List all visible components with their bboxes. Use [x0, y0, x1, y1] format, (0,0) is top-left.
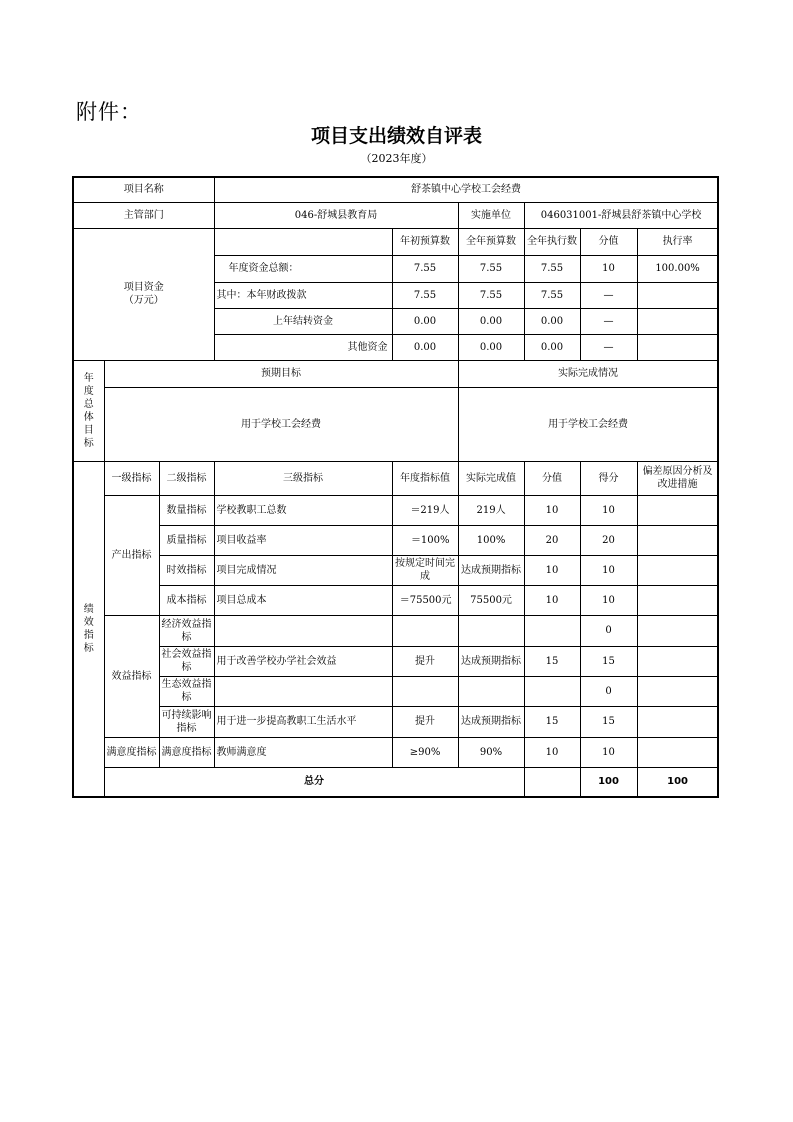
- department-value: 046-舒城县教育局: [214, 202, 458, 228]
- level3-cell: 用于改善学校办学社会效益: [214, 646, 392, 676]
- weight-cell: 10: [524, 555, 580, 585]
- level2-cell: 经济效益指标: [159, 615, 214, 646]
- evaluation-table: [72, 176, 719, 798]
- level2-cell: 时效指标: [159, 555, 214, 585]
- funds-cell: —: [580, 334, 637, 360]
- weight-cell: 10: [524, 585, 580, 615]
- actual-cell: 达成预期指标: [458, 706, 524, 737]
- target-cell: 提升: [392, 706, 458, 737]
- indicator-row: [73, 495, 718, 525]
- project-name-label: 项目名称: [73, 177, 214, 202]
- total-row: [73, 767, 718, 797]
- note-cell: [637, 555, 718, 585]
- target-cell: 提升: [392, 646, 458, 676]
- actual-cell: 75500元: [458, 585, 524, 615]
- indicator-header-row: [73, 461, 718, 495]
- indicator-header-cell: 偏差原因分析及改进措施: [637, 461, 718, 495]
- level3-cell: [214, 615, 392, 646]
- note-cell: [637, 615, 718, 646]
- score-cell: 15: [580, 706, 637, 737]
- actual-cell: 100%: [458, 525, 524, 555]
- actual-cell: 达成预期指标: [458, 555, 524, 585]
- funds-cell: 7.55: [392, 255, 458, 282]
- weight-cell: 20: [524, 525, 580, 555]
- note-cell: [637, 585, 718, 615]
- funds-cell: 100.00%: [637, 255, 718, 282]
- indicator-row: [73, 676, 718, 706]
- level2-cell: 成本指标: [159, 585, 214, 615]
- indicator-row: [73, 646, 718, 676]
- target-cell: [392, 676, 458, 706]
- funds-cell: 0.00: [524, 334, 580, 360]
- actual-cell: 90%: [458, 737, 524, 767]
- funds-cell: 7.55: [524, 255, 580, 282]
- goals-content-row: [73, 387, 718, 461]
- actual-goal-label: 实际完成情况: [458, 360, 718, 387]
- actual-cell: 达成预期指标: [458, 646, 524, 676]
- funds-cell: [637, 282, 718, 308]
- level3-cell: 教师满意度: [214, 737, 392, 767]
- target-cell: ＝219人: [392, 495, 458, 525]
- implementing-unit-label: 实施单位: [458, 202, 524, 228]
- actual-cell: [458, 676, 524, 706]
- expected-goal-label: 预期目标: [104, 360, 458, 387]
- level2-cell: 社会效益指标: [159, 646, 214, 676]
- indicator-row: [73, 525, 718, 555]
- level3-cell: 学校教职工总数: [214, 495, 392, 525]
- level2-cell: 数量指标: [159, 495, 214, 525]
- weight-cell: 15: [524, 706, 580, 737]
- target-cell: 按规定时间完成: [392, 555, 458, 585]
- funds-cell: 10: [580, 255, 637, 282]
- indicator-row: [73, 737, 718, 767]
- department-row: [73, 202, 718, 228]
- level3-cell: 项目完成情况: [214, 555, 392, 585]
- funds-cell: 0.00: [392, 308, 458, 334]
- funds-cell: 0.00: [458, 308, 524, 334]
- indicators-side-label: 绩效指标: [73, 461, 104, 797]
- funds-cell: 0.00: [458, 334, 524, 360]
- funds-header-cell: 年初预算数: [392, 228, 458, 255]
- score-cell: 10: [580, 555, 637, 585]
- weight-cell: 10: [524, 495, 580, 525]
- total-weight: 100: [580, 767, 637, 797]
- note-cell: [637, 646, 718, 676]
- funds-cell: 7.55: [458, 282, 524, 308]
- note-cell: [637, 495, 718, 525]
- note-cell: [637, 525, 718, 555]
- attachment-label: 附件：: [76, 100, 142, 124]
- funds-label: 项目资金 （万元）: [73, 228, 214, 360]
- funds-cell: [637, 334, 718, 360]
- indicator-header-cell: 得分: [580, 461, 637, 495]
- indicator-header-cell: 年度指标值: [392, 461, 458, 495]
- level3-cell: 项目收益率: [214, 525, 392, 555]
- funds-cell: 7.55: [524, 282, 580, 308]
- weight-cell: 15: [524, 646, 580, 676]
- form-title: 项目支出绩效自评表: [310, 125, 482, 147]
- funds-cell: 0.00: [392, 334, 458, 360]
- level1-benefit: 效益指标: [104, 615, 159, 737]
- target-cell: ＝100%: [392, 525, 458, 555]
- funds-header-cell: 全年执行数: [524, 228, 580, 255]
- target-cell: ＝75500元: [392, 585, 458, 615]
- total-blank: [524, 767, 580, 797]
- funds-header-blank: [214, 228, 392, 255]
- score-cell: 0: [580, 615, 637, 646]
- indicator-header-cell: 二级指标: [159, 461, 214, 495]
- funds-row-label: 年度资金总额：: [214, 255, 392, 282]
- actual-cell: 219人: [458, 495, 524, 525]
- funds-row-label: 其他资金: [214, 334, 392, 360]
- form-year: （2023年度）: [360, 152, 433, 165]
- level1-satisfaction: 满意度指标: [104, 737, 159, 767]
- target-cell: ≥90%: [392, 737, 458, 767]
- funds-cell: 0.00: [524, 308, 580, 334]
- indicator-row: [73, 555, 718, 585]
- indicator-row: [73, 615, 718, 646]
- expected-goal-value: 用于学校工会经费: [104, 387, 458, 461]
- level2-cell: 满意度指标: [159, 737, 214, 767]
- funds-header-cell: 执行率: [637, 228, 718, 255]
- note-cell: [637, 706, 718, 737]
- level2-cell: 生态效益指标: [159, 676, 214, 706]
- funds-row-label: 上年结转资金: [214, 308, 392, 334]
- total-label: 总分: [104, 767, 524, 797]
- score-cell: 10: [580, 737, 637, 767]
- actual-goal-value: 用于学校工会经费: [458, 387, 718, 461]
- level2-cell: 质量指标: [159, 525, 214, 555]
- level1-output: 产出指标: [104, 495, 159, 615]
- funds-header-cell: 全年预算数: [458, 228, 524, 255]
- project-name-value: 舒茶镇中心学校工会经费: [214, 177, 718, 202]
- funds-cell: —: [580, 282, 637, 308]
- funds-header-row: [73, 228, 718, 255]
- weight-cell: [524, 676, 580, 706]
- score-cell: 10: [580, 495, 637, 525]
- funds-cell: [637, 308, 718, 334]
- indicator-header-cell: 分值: [524, 461, 580, 495]
- goals-side-label: 年度总体目标: [73, 360, 104, 461]
- weight-cell: 10: [524, 737, 580, 767]
- funds-cell: 7.55: [392, 282, 458, 308]
- indicator-header-cell: 实际完成值: [458, 461, 524, 495]
- implementing-unit-value: 046031001-舒城县舒茶镇中心学校: [524, 202, 718, 228]
- level3-cell: 用于进一步提高教职工生活水平: [214, 706, 392, 737]
- weight-cell: [524, 615, 580, 646]
- level2-cell: 可持续影响指标: [159, 706, 214, 737]
- indicator-row: [73, 585, 718, 615]
- indicator-header-cell: 一级指标: [104, 461, 159, 495]
- funds-cell: 7.55: [458, 255, 524, 282]
- score-cell: 10: [580, 585, 637, 615]
- note-cell: [637, 676, 718, 706]
- actual-cell: [458, 615, 524, 646]
- department-label: 主管部门: [73, 202, 214, 228]
- goals-header-row: [73, 360, 718, 387]
- indicator-row: [73, 706, 718, 737]
- indicator-header-cell: 三级指标: [214, 461, 392, 495]
- level3-cell: 项目总成本: [214, 585, 392, 615]
- funds-header-cell: 分值: [580, 228, 637, 255]
- funds-cell: —: [580, 308, 637, 334]
- note-cell: [637, 737, 718, 767]
- target-cell: [392, 615, 458, 646]
- total-score: 100: [637, 767, 718, 797]
- score-cell: 0: [580, 676, 637, 706]
- level3-cell: [214, 676, 392, 706]
- funds-row-label: 其中：本年财政拨款: [214, 282, 392, 308]
- score-cell: 20: [580, 525, 637, 555]
- project-name-row: [73, 177, 718, 202]
- score-cell: 15: [580, 646, 637, 676]
